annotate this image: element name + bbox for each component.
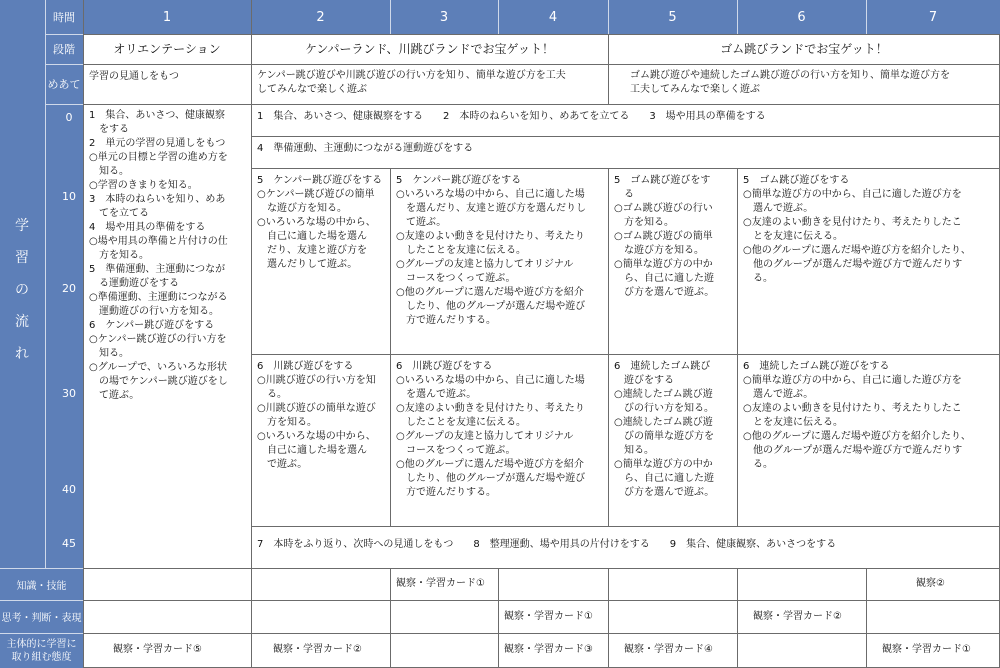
dankai-orientation: オリエンテーション — [83, 34, 251, 64]
header-col-1: 1 — [83, 0, 251, 34]
eval-r1-c2 — [251, 568, 390, 600]
flow-c67-activity6: 6 連続したゴム跳び遊びをする ○簡単な遊び方の中から、自己に適した遊び方を 選んで遊ぶ。 ○友達のよい動きを見付けたり、考えたりしたこ とを友達に伝える。 ○他のグループに選んだ場や遊び方を紹介したり、 他のグループが選んだ場や遊び方で遊んだりす る。 — [737, 354, 1000, 526]
flow-c2-activity6: 6 川跳び遊びをする ○川跳び遊びの行い方を知 る。 ○川跳び遊びの簡単な遊び 方を知る。 ○いろいろな場の中から、 自己に適した場を選ん で遊ぶ。 — [251, 354, 390, 526]
eval-r1-c1 — [83, 568, 251, 600]
eval-r2-c3 — [390, 600, 498, 633]
header-col-5: 5 — [608, 0, 737, 34]
eval-r3-c2: 観察・学習カード② — [251, 633, 390, 668]
eval-r3-c3 — [390, 633, 498, 668]
grid-line — [608, 168, 609, 526]
grid-line — [251, 168, 1000, 169]
flow-common-7-9: 7 本時をふり返り、次時への見通しをもつ 8 整理運動、場や用具の片付けをする 9 集合、健康観察、あいさつをする — [251, 526, 1000, 568]
meate-c1: 学習の見通しをもつ — [83, 64, 251, 104]
meate-c2: ケンパー跳び遊びや川跳び遊びの行い方を知り、簡単な遊び方を工夫 してみんなで楽しく遊ぶ — [251, 64, 608, 104]
grid-line — [45, 0, 46, 568]
flow-col1: 1 集合、あいさつ、健康観察 をする 2 単元の学習の見通しをもつ ○単元の目標と学習の進め方を 知る。 ○学習のきまりを知る。 3 本時のねらいを知り、めあ てを立てる 4 場や用具の準備をする ○場や用具の準備と片付けの仕 方を知る。 5 準備運動、主運動につなが る運動遊びをする ○準備運動、主運動につながる 運動遊びの行い方を知る。 6 ケンパー跳び遊びをする ○ケンパー跳び遊びの行い方を 知る。 ○グループで、いろいろな形状 の場でケンパー跳び遊びをし て遊ぶ。 — [83, 104, 251, 568]
grid-line — [498, 0, 499, 34]
meate-c3: ゴム跳び遊びや連続したゴム跳び遊びの行い方を知り、簡単な遊び方を 工夫してみんなで楽しく遊ぶ — [608, 64, 1000, 104]
grid-line — [390, 0, 391, 34]
time-tick-40: 40 — [62, 483, 76, 496]
meate-label: めあて — [45, 64, 83, 104]
grid-line — [866, 568, 867, 668]
eval-r1-c7: 観察② — [866, 568, 1000, 600]
grid-line — [608, 0, 609, 34]
grid-line — [608, 34, 609, 104]
grid-line — [0, 568, 83, 569]
grid-line — [737, 568, 738, 668]
grid-line — [83, 64, 1000, 65]
eval-r2-c1 — [83, 600, 251, 633]
grid-line — [83, 568, 1000, 569]
grid-line — [0, 633, 83, 634]
dankai-kenpa: ケンパーランド、川跳びランドでお宝ゲット！ — [251, 34, 608, 64]
grid-line — [83, 600, 1000, 601]
time-tick-45: 45 — [62, 537, 76, 550]
flow-label-char: の — [15, 282, 29, 298]
eval-label-knowledge: 知識・技能 — [0, 568, 83, 600]
eval-r3-c6 — [737, 633, 866, 668]
header-col-4: 4 — [498, 0, 608, 34]
eval-r1-c3: 観察・学習カード① — [390, 568, 498, 600]
flow-label-char: 流 — [15, 314, 29, 330]
flow-c2-activity5: 5 ケンパー跳び遊びをする ○ケンパー跳び遊びの簡単 な遊び方を知る。 ○いろいろな場の中から、 自己に適した場を選ん だり、友達と遊び方を 選んだりして遊ぶ。 — [251, 168, 390, 354]
eval-r3-c1: 観察・学習カード⑤ — [83, 633, 251, 668]
grid-line — [390, 168, 391, 526]
eval-r2-c7 — [866, 600, 1000, 633]
grid-line — [866, 0, 867, 34]
dankai-gomu: ゴム跳びランドでお宝ゲット！ — [608, 34, 1000, 64]
time-tick-20: 20 — [62, 282, 76, 295]
grid-line — [251, 136, 1000, 137]
grid-line — [45, 104, 83, 105]
grid-line — [737, 168, 738, 526]
grid-line — [251, 354, 1000, 355]
grid-line — [608, 568, 609, 668]
eval-r2-c2 — [251, 600, 390, 633]
grid-line — [390, 568, 391, 668]
header-jikan: 時間 — [45, 0, 83, 34]
grid-line — [83, 633, 1000, 634]
grid-line — [0, 600, 83, 601]
flow-common-1-3: 1 集合、あいさつ、健康観察をする 2 本時のねらいを知り、めあてを立てる 3 場や用具の準備をする — [251, 104, 1000, 136]
grid-line — [83, 34, 1000, 35]
eval-r1-c6 — [737, 568, 866, 600]
flow-common-4: 4 準備運動、主運動につながる運動遊びをする — [251, 136, 1000, 168]
header-col-2: 2 — [251, 0, 390, 34]
flow-vertical-label — [10, 210, 34, 370]
time-tick-30: 30 — [62, 387, 76, 400]
eval-r3-c5: 観察・学習カード④ — [608, 633, 737, 668]
grid-line — [45, 64, 83, 65]
flow-c5-activity5: 5 ゴム跳び遊びをす る ○ゴム跳び遊びの行い 方を知る。 ○ゴム跳び遊びの簡単 な遊び方を知る。 ○簡単な遊び方の中か ら、自己に適した遊 び方を選んで遊ぶ。 — [608, 168, 737, 354]
time-tick-10: 10 — [62, 190, 76, 203]
grid-line — [45, 34, 83, 35]
flow-label-char: れ — [15, 346, 29, 362]
flow-label-char: 学 — [15, 218, 29, 234]
flow-c34-activity6: 6 川跳び遊びをする ○いろいろな場の中から、自己に適した場 を選んで遊ぶ。 ○友達のよい動きを見付けたり、考えたり したことを友達に伝える。 ○グループの友達と協力してオリジナル コースをつくって遊ぶ。 ○他のグループに選んだ場や遊び方を紹介 したり、他のグループが選んだ場や遊び 方で遊んだりする。 — [390, 354, 608, 526]
flow-c5-activity6: 6 連続したゴム跳び 遊びをする ○連続したゴム跳び遊 びの行い方を知る。 ○連続したゴム跳び遊 びの簡単な遊び方を 知る。 ○簡単な遊び方の中か ら、自己に適した遊 び方を選んで遊ぶ。 — [608, 354, 737, 526]
time-tick-0: 0 — [65, 111, 73, 124]
eval-r1-c5 — [608, 568, 737, 600]
eval-r1-c4 — [498, 568, 608, 600]
flow-c67-activity5: 5 ゴム跳び遊びをする ○簡単な遊び方の中から、自己に適した遊び方を 選んで遊ぶ。 ○友達のよい動きを見付けたり、考えたりしたこ とを友達に伝える。 ○他のグループに選んだ場や遊び方を紹介したり、 他のグループが選んだ場や遊び方で遊んだりす る。 — [737, 168, 1000, 354]
grid-line — [251, 526, 1000, 527]
eval-r2-c6: 観察・学習カード② — [737, 600, 866, 633]
eval-r3-c7: 観察・学習カード① — [866, 633, 1000, 668]
flow-c34-activity5: 5 ケンパー跳び遊びをする ○いろいろな場の中から、自己に適した場 を選んだり、友達と遊び方を選んだりし て遊ぶ。 ○友達のよい動きを見付けたり、考えたり したことを友達に伝える。 ○グループの友達と協力してオリジナル コースをつくって遊ぶ。 ○他のグループに選んだ場や遊び方を紹介 したり、他のグループが選んだ場や遊び 方で遊んだりする。 — [390, 168, 608, 354]
eval-r2-c4: 観察・学習カード① — [498, 600, 608, 633]
grid-line — [498, 568, 499, 668]
eval-r3-c4: 観察・学習カード③ — [498, 633, 608, 668]
grid-line — [737, 0, 738, 34]
flow-label-char: 習 — [15, 250, 29, 266]
dankai-label: 段階 — [45, 34, 83, 64]
eval-r2-c5 — [608, 600, 737, 633]
header-col-7: 7 — [866, 0, 1000, 34]
header-col-6: 6 — [737, 0, 866, 34]
eval-label-thinking: 思考・判断・表現 — [0, 600, 83, 633]
header-col-3: 3 — [390, 0, 498, 34]
eval-label-attitude: 主体的に学習に 取り組む態度 — [0, 633, 83, 668]
grid-line — [83, 104, 1000, 105]
